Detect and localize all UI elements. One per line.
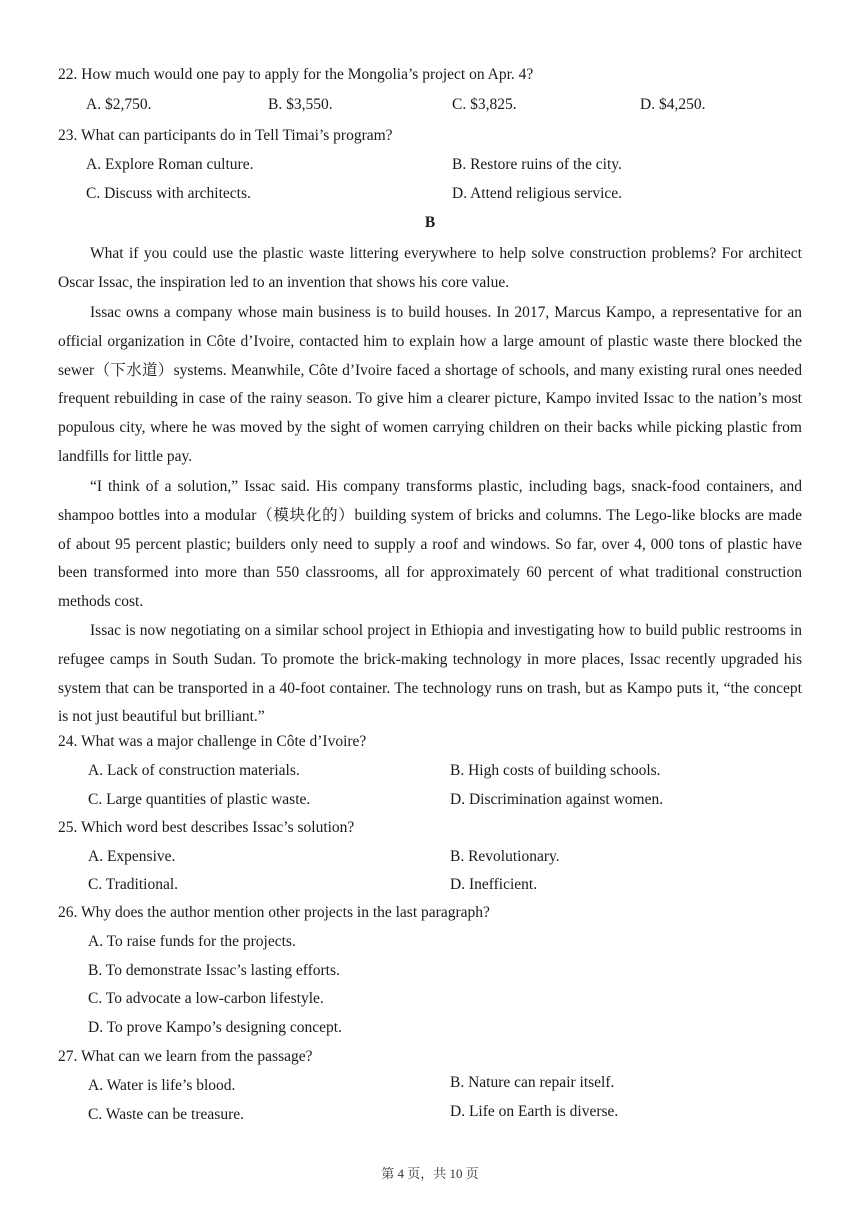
question-26-option-d: D. To prove Kampo’s designing concept. [88,1019,342,1036]
question-27-option-a: A. Water is life’s blood. [88,1077,236,1094]
question-25-stem: 25. Which word best describes Issac’s solution? [58,819,355,836]
question-27-option-d: D. Life on Earth is diverse. [450,1103,619,1120]
question-22-stem: 22. How much would one pay to apply for the Mongolia’s project on Apr. 4? [58,66,534,83]
question-27-option-b: B. Nature can repair itself. [450,1074,615,1091]
question-25-option-a: A. Expensive. [88,848,176,865]
question-25-option-d: D. Inefficient. [450,876,538,893]
question-24-stem: 24. What was a major challenge in Côte d’Ivoire? [58,733,367,750]
question-22-option-a: A. $2,750. [86,96,152,113]
question-26-stem: 26. Why does the author mention other projects in the last paragraph? [58,904,490,921]
question-24-option-c: C. Large quantities of plastic waste. [88,791,311,808]
passage-paragraph-1: What if you could use the plastic waste littering everywhere to help solve construction problems? For architect Oscar Issac, the inspiration led to an invention that shows his core value. [58,245,802,291]
question-23-option-c: C. Discuss with architects. [86,185,251,202]
passage-paragraph-4: Issac is now negotiating on a similar school project in Ethiopia and investigating how to build public restrooms in refugee camps in South Sudan. To promote the brick-making technology in more places, Issac recently upgraded his system that can be transported in a 40-foot container. The technology runs on trash, but as Kampo puts it, “the concept is not just beautiful but brilliant.” [58,622,802,726]
question-22-option-b: B. $3,550. [268,96,333,113]
question-26-option-b: B. To demonstrate Issac’s lasting efforts. [88,962,340,979]
question-23-option-d: D. Attend religious service. [452,185,623,202]
section-label: B [424,214,436,231]
passage-paragraph-2: Issac owns a company whose main business is to build houses. In 2017, Marcus Kampo, a representative for an official organization in Côte d’Ivoire, contacted him to explain how a large amount of plastic waste there blocked the sewer（下水道）systems. Meanwhile, Côte d’Ivoire faced a shortage of schools, and many existing rural ones needed frequent rebuilding in case of the rainy season. To give him a clearer picture, Kampo invited Issac to the nation’s most populous city, where he was moved by the sight of women carrying children on their backs while picking plastic from landfills for little pay. [58,304,802,465]
question-27-option-c: C. Waste can be treasure. [88,1106,244,1123]
question-22-option-c: C. $3,825. [452,96,517,113]
question-26-option-a: A. To raise funds for the projects. [88,933,296,950]
question-23-stem: 23. What can participants do in Tell Timai’s program? [58,127,393,144]
question-25-option-b: B. Revolutionary. [450,848,560,865]
question-24-option-b: B. High costs of building schools. [450,762,661,779]
question-23-option-a: A. Explore Roman culture. [86,156,254,173]
question-23-option-b: B. Restore ruins of the city. [452,156,622,173]
page-number-footer: 第 4 页，共 10 页 [381,1166,479,1181]
question-25-option-c: C. Traditional. [88,876,179,893]
question-24-option-d: D. Discrimination against women. [450,791,664,808]
question-22-option-d: D. $4,250. [640,96,706,113]
question-26-option-c: C. To advocate a low-carbon lifestyle. [88,990,324,1007]
passage-paragraph-3: “I think of a solution,” Issac said. His company transforms plastic, including bags, snack-food containers, and shampoo bottles into a modular（模块化的）building system of bricks and columns. The Lego-like blocks are made of about 95 percent plastic; builders only need to supply a roof and windows. So far, over 4, 000 tons of plastic have been transformed into more than 550 classrooms, all for approximately 60 percent of what traditional construction methods cost. [58,478,802,611]
question-24-option-a: A. Lack of construction materials. [88,762,300,779]
question-27-stem: 27. What can we learn from the passage? [58,1048,313,1065]
